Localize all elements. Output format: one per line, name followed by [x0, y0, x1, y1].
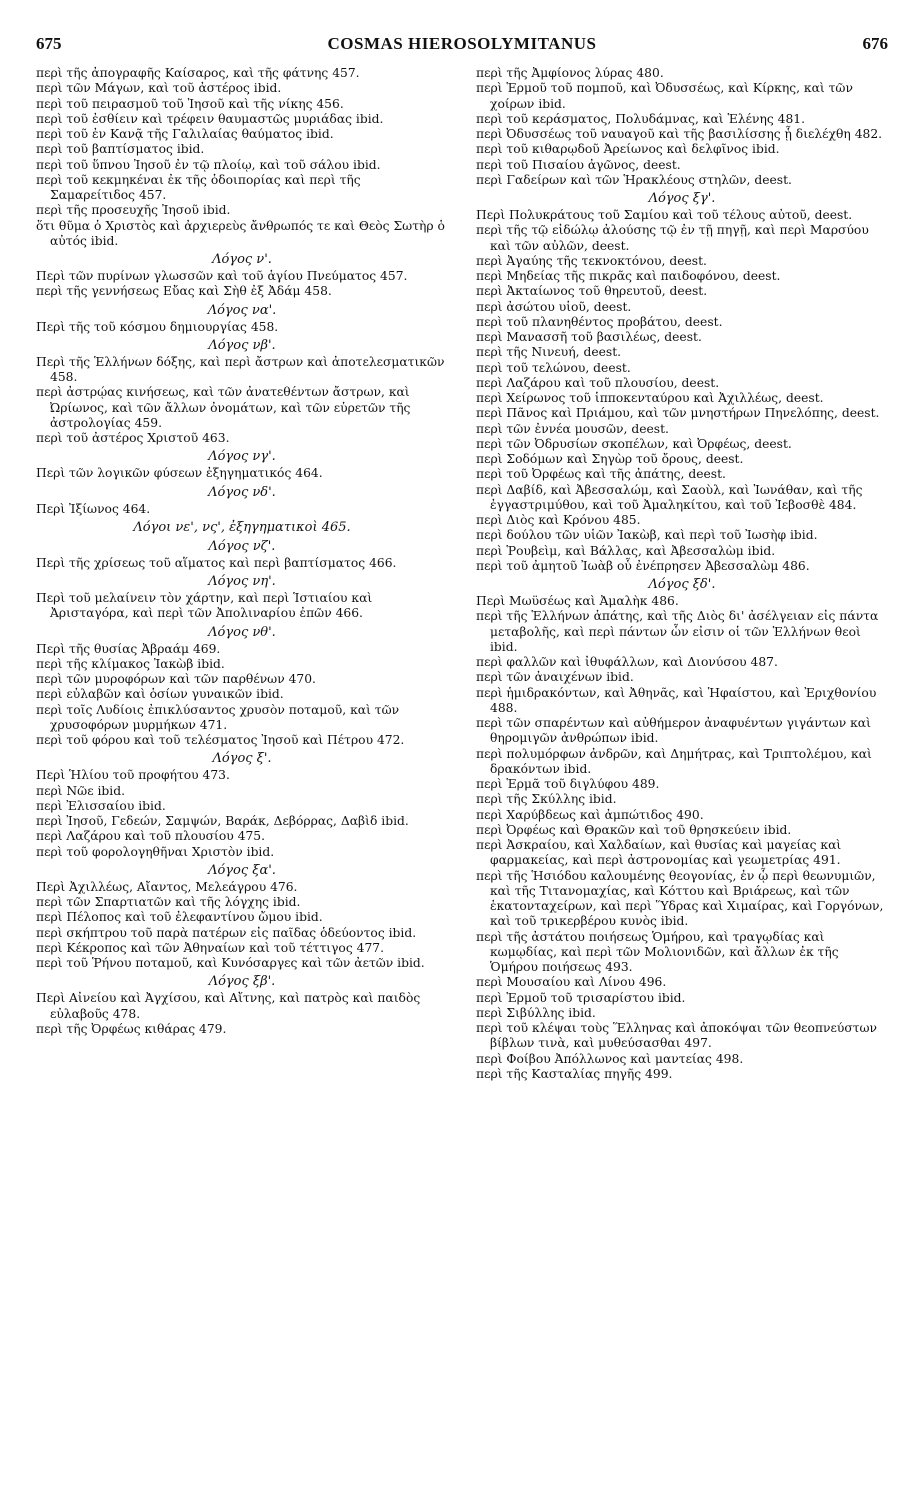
index-entry: περὶ Λαζάρου καὶ τοῦ πλουσίου, deest. [476, 375, 720, 390]
index-entry: περὶ τοῖς Λυδίοις ἐπικλύσαντος χρυσὸν ποταμοῦ, καὶ τῶν χρυσοφόρων μυρμήκων 471. [36, 702, 400, 732]
section-heading: Λόγος νδ'. [208, 484, 276, 500]
index-entry: περὶ τῶν μυροφόρων καὶ τῶν παρθένων 470. [36, 672, 316, 686]
index-entry: Περὶ τῶν πυρίνων γλωσσῶν καὶ τοῦ ἁγίου Πνεύματος 457. [36, 269, 408, 283]
section-heading: Λόγος ξ'. [212, 751, 272, 767]
index-entry: Περὶ τῆς Ἑλλήνων δόξης, καὶ περὶ ἄστρων καὶ ἀποτελεσματικῶν 458. [36, 354, 445, 384]
index-entry: περὶ τοῦ Ῥήνου ποταμοῦ, καὶ Κυνόσαργες καὶ τῶν ἀετῶν ibid. [36, 956, 425, 970]
index-entry: περὶ τοῦ πειρασμοῦ τοῦ Ἰησοῦ καὶ τῆς νίκης 456. [36, 96, 344, 111]
index-entry: Περὶ Πολυκράτους τοῦ Σαμίου καὶ τοῦ τέλους αὐτοῦ, deest. [476, 208, 853, 222]
right-page-number: 676 [862, 34, 888, 53]
index-entry: περὶ τῆς γεννήσεως Εὔας καὶ Σὴθ ἐξ Ἀδάμ 458. [36, 284, 332, 299]
index-entry: Περὶ τῆς θυσίας Ἀβραάμ 469. [36, 641, 221, 656]
running-title: COSMAS HIEROSOLYMITANUS [327, 34, 597, 53]
index-entry: περὶ Ὀδυσσέως τοῦ ναυαγοῦ καὶ τῆς βασιλίσσης ᾗ διελέχθη 482. [476, 127, 883, 141]
index-entry: περὶ Κέκροπος καὶ τῶν Ἀθηναίων καὶ τοῦ τέττιγος 477. [36, 940, 385, 955]
index-entry: περὶ ἡμιδρακόντων, καὶ Ἀθηνᾶς, καὶ Ἡφαίστου, καὶ Ἐριχθονίου 488. [476, 685, 877, 715]
two-column-body [36, 66, 888, 1082]
index-entry: περὶ τοῦ ἀμητοῦ Ἰωὰβ οὗ ἐνέπρησεν Ἀβεσσαλὼμ 486. [476, 558, 810, 573]
section-heading: Λόγος ξβ'. [208, 974, 276, 990]
index-entry: περὶ τοῦ κιθαρῳδοῦ Ἀρείωνος καὶ δελφῖνος ibid. [476, 142, 780, 157]
index-entry: περὶ τῆς Ἑλλήνων ἀπάτης, καὶ τῆς Διὸς δι' ἀσέλγειαν εἰς πάντα μεταβολῆς, καὶ περὶ πάντων ὧν εἰσιν οἱ τῶν Ἑλλήνων θεοὶ ibid. [476, 609, 879, 654]
index-entry: περὶ τῆς κλίμακος Ἰακὼβ ibid. [36, 656, 225, 671]
index-entry: περὶ τοῦ τελώνου, deest. [476, 360, 631, 375]
index-entry: περὶ Γαδείρων καὶ τῶν Ἡρακλέους στηλῶν, deest. [476, 172, 792, 187]
index-entry: περὶ φαλλῶν καὶ ἰθυφάλλων, καὶ Διονύσου 487. [476, 655, 778, 669]
index-entry: Περὶ Ἰξίωνος 464. [36, 501, 151, 516]
index-entry: περὶ Ἀσκραίου, καὶ Χαλδαίων, καὶ θυσίας καὶ μαγείας καὶ φαρμακείας, καὶ περὶ ἀστρονομίας καὶ γεωμετρίας 491. [476, 838, 842, 868]
index-entry: περὶ ἀστρῴας κινήσεως, καὶ τῶν ἀνατεθέντων ἄστρων, καὶ Ὠρίωνος, καὶ τῶν ἄλλων ὀνομάτων, καὶ τῶν εὑρετῶν τῆς ἀστρολογίας 459. [36, 385, 411, 430]
index-entry: περὶ ἀσώτου υἱοῦ, deest. [476, 299, 632, 314]
index-entry: περὶ τοῦ πλανηθέντος προβάτου, deest. [476, 314, 723, 329]
index-entry: περὶ Ὀρφέως καὶ Θρακῶν καὶ τοῦ θρησκεύειν ibid. [476, 822, 792, 837]
index-entry: περὶ τῆς Νινευή, deest. [476, 345, 622, 360]
section-heading: Λόγος νη'. [208, 574, 276, 589]
index-entry: Περὶ τοῦ μελαίνειν τὸν χάρτην, καὶ περὶ Ἱστιαίου καὶ Ἀρισταγόρα, καὶ περὶ τῶν Ἀπολιναρίου ἐπῶν 466. [36, 591, 373, 621]
index-entry: περὶ σκήπτρου τοῦ παρὰ πατέρων εἰς παῖδας ὁδεύοντος ibid. [36, 925, 417, 940]
index-entry: περὶ τῆς Ὀρφέως κιθάρας 479. [36, 1021, 227, 1036]
index-entry: Περὶ τῆς τοῦ κόσμου δημιουργίας 458. [36, 319, 279, 334]
index-entry: περὶ Ῥουβεὶμ, καὶ Βάλλας, καὶ Ἀβεσσαλὼμ ibid. [476, 543, 776, 558]
index-entry: περὶ τῆς προσευχῆς Ἰησοῦ ibid. [36, 203, 231, 218]
index-entry: περὶ τοῦ βαπτίσματος ibid. [36, 142, 205, 157]
index-entry: περὶ τοῦ Ὀρφέως καὶ τῆς ἀπάτης, deest. [476, 467, 726, 482]
index-entry: περὶ τοῦ κεράσματος, Πολυδάμνας, καὶ Ἑλένης 481. [476, 111, 806, 126]
index-entry: περὶ Ἰησοῦ, Γεδεών, Σαμψών, Βαράκ, Δεβόρρας, Δαβὶδ ibid. [36, 814, 409, 828]
section-heading: Λόγοι νε', νς', ἐξηγηματικοὶ 465. [133, 519, 351, 535]
index-entry: περὶ Ἑρμοῦ τοῦ τρισαρίστου ibid. [476, 990, 686, 1005]
index-entry: Περὶ Μωϋσέως καὶ Ἀμαλὴκ 486. [476, 594, 679, 608]
index-entry: περὶ Πᾶνος καὶ Πριάμου, καὶ τῶν μνηστήρων Πηνελόπης, deest. [476, 406, 880, 421]
index-entry: περὶ τοῦ ἐσθίειν καὶ τρέφειν θαυμαστῶς μυριάδας ibid. [36, 111, 384, 126]
index-entry: περὶ τῶν ἐννέα μουσῶν, deest. [476, 421, 669, 436]
index-entry: περὶ τοῦ ἐν Κανᾷ τῆς Γαλιλαίας θαύματος ibid. [36, 127, 334, 141]
index-entry: περὶ Ἑρμᾶ τοῦ διγλύφου 489. [476, 777, 660, 791]
index-entry: περὶ Ἐλισσαίου ibid. [36, 798, 166, 813]
section-heading: Λόγος νβ'. [208, 337, 276, 353]
index-entry: Περὶ τῆς χρίσεως τοῦ αἵματος καὶ περὶ βαπτίσματος 466. [36, 555, 397, 570]
index-entry: περὶ Σιβύλλης ibid. [476, 1005, 596, 1020]
index-entry: περὶ Ἀκταίωνος τοῦ θηρευτοῦ, deest. [476, 284, 708, 299]
index-entry: περὶ Μηδείας τῆς πικρᾶς καὶ παιδοφόνου, deest. [476, 269, 781, 283]
index-entry: περὶ Νῶε ibid. [36, 783, 125, 798]
index-entry: περὶ τῶν σπαρέντων καὶ αὐθήμερον ἀναφυέντων γιγάντων καὶ θηρομιγῶν ἀνθρώπων ibid. [476, 716, 871, 746]
index-entry: περὶ τῆς Ἡσιόδου καλουμένης θεογονίας, ἐν ᾧ περὶ θεωνυμιῶν, καὶ τῆς Τιτανομαχίας, καὶ Κόττου καὶ Βριάρεως, καὶ τῶν ἑκατονταχείρων, καὶ περὶ Ὕδρας καὶ Χιμαίρας, καὶ Γοργόνων, καὶ τοῦ τρικερβέρου κυνὸς ibid. [476, 868, 884, 929]
section-heading: Λόγος ξγ'. [648, 191, 716, 206]
section-heading: Λόγος ξδ'. [648, 577, 716, 592]
index-entry: περὶ τοῦ κεκμηκέναι ἐκ τῆς ὁδοιπορίας καὶ περὶ τῆς Σαμαρείτιδος 457. [36, 172, 361, 202]
index-entry: περὶ Σοδόμων καὶ Σηγὼρ τοῦ ὄρους, deest. [476, 452, 744, 466]
section-heading: Λόγος να'. [207, 302, 277, 318]
section-heading: Λόγος ξα'. [208, 862, 276, 878]
index-entry: περὶ τοῦ φόρου καὶ τοῦ τελέσματος Ἰησοῦ καὶ Πέτρου 472. [36, 733, 405, 747]
index-entry: περὶ τῆς ἀστάτου ποιήσεως Ὁμήρου, καὶ τραγῳδίας καὶ κωμῳδίας, καὶ περὶ τῶν Μολιονιδῶν, καὶ ἄλλων ἐκ τῆς Ὁμήρου ποιήσεως 493. [476, 929, 839, 974]
section-heading: Λόγος νζ'. [208, 538, 276, 554]
section-heading: Λόγος νγ'. [208, 449, 276, 465]
index-entry: περὶ τῶν Ὀδρυσίων σκοπέλων, καὶ Ὀρφέως, deest. [476, 436, 792, 451]
running-header [36, 34, 888, 62]
index-entry: περὶ Διὸς καὶ Κρόνου 485. [476, 513, 641, 527]
index-entry: περὶ πολυμόρφων ἀνδρῶν, καὶ Δημήτρας, καὶ Τριπτολέμου, καὶ δρακόντων ibid. [476, 746, 872, 776]
index-entry: περὶ εὐλαβῶν καὶ ὁσίων γυναικῶν ibid. [36, 687, 284, 702]
index-entry: περὶ δούλου τῶν υἱῶν Ἰακὼβ, καὶ περὶ τοῦ Ἰωσὴφ ibid. [476, 528, 818, 543]
index-entry: περὶ Ἀγαύης τῆς τεκνοκτόνου, deest. [476, 253, 707, 268]
index-entry: περὶ τοῦ φορολογηθῆναι Χριστὸν ibid. [36, 844, 275, 859]
index-entry: περὶ τοῦ ἀστέρος Χριστοῦ 463. [36, 431, 230, 445]
index-entry: περὶ τῆς Σκύλλης ibid. [476, 792, 617, 807]
index-entry: περὶ Πέλοπος καὶ τοῦ ἐλεφαντίνου ὤμου ibid. [36, 910, 323, 925]
index-entry: περὶ τοῦ Πισαίου ἀγῶνος, deest. [476, 157, 681, 172]
section-heading: Λόγος νθ'. [208, 624, 276, 640]
right-column [476, 66, 888, 1082]
index-entry: περὶ τῶν Σπαρτιατῶν καὶ τῆς λόγχης ibid. [36, 895, 301, 909]
section-heading: Λόγος ν'. [212, 252, 272, 267]
index-entry: περὶ τῆς τῷ εἰδώλῳ ἀλούσης τῷ ἐν τῇ πηγῇ, καὶ περὶ Μαρσύου καὶ τῶν αὐλῶν, deest. [476, 223, 869, 253]
index-entry: Περὶ Ἡλίου τοῦ προφήτου 473. [36, 768, 230, 783]
index-entry: Περὶ Αἰνείου καὶ Ἀγχίσου, καὶ Αἴτνης, καὶ πατρὸς καὶ παιδὸς εὐλαβοῦς 478. [36, 991, 421, 1021]
index-entry: περὶ Δαβίδ, καὶ Ἀβεσσαλώμ, καὶ Σαοὺλ, καὶ Ἰωνάθαν, καὶ τῆς ἐγγαστριμύθου, καὶ τοῦ Ἀμαληκίτου, καὶ τοῦ Ἰεβοσθὲ 484. [476, 482, 863, 512]
index-entry: περὶ Λαζάρου καὶ τοῦ πλουσίου 475. [36, 829, 266, 844]
index-entry: ὅτι θῦμα ὁ Χριστὸς καὶ ἀρχιερεὺς ἄνθρωπός τε καὶ Θεὸς Σωτὴρ ὁ αὐτός ibid. [36, 218, 445, 248]
index-entry: περὶ Ἑρμοῦ τοῦ πομποῦ, καὶ Ὀδυσσέως, καὶ Κίρκης, καὶ τῶν χοίρων ibid. [476, 81, 853, 111]
index-entry: περὶ Μανασσῆ τοῦ βασιλέως, deest. [476, 330, 702, 344]
index-entry: περὶ Φοίβου Ἀπόλλωνος καὶ μαντείας 498. [476, 1051, 744, 1066]
index-entry: περὶ τῆς Ἀμφίονος λύρας 480. [476, 66, 664, 80]
index-entry: περὶ τῆς ἀπογραφῆς Καίσαρος, καὶ τῆς φάτνης 457. [36, 66, 360, 80]
left-page-number: 675 [36, 34, 62, 53]
index-entry: Περὶ τῶν λογικῶν φύσεων ἐξηγηματικός 464. [36, 466, 323, 481]
index-entry: περὶ Μουσαίου καὶ Λίνου 496. [476, 975, 667, 990]
index-entry: Περὶ Ἀχιλλέως, Αἴαντος, Μελεάγρου 476. [36, 879, 298, 894]
index-entry: περὶ τῶν ἀναιχένων ibid. [476, 670, 634, 685]
index-entry: περὶ τοῦ ὕπνου Ἰησοῦ ἐν τῷ πλοίῳ, καὶ τοῦ σάλου ibid. [36, 157, 381, 172]
index-entry: περὶ τοῦ κλέψαι τοὺς Ἕλληνας καὶ ἀποκόψαι τῶν θεοπνεύστων βίβλων τινὰ, καὶ μυθεύσασθαι 497. [476, 1021, 878, 1051]
index-entry: περὶ Χείρωνος τοῦ ἱπποκενταύρου καὶ Ἀχιλλέως, deest. [476, 391, 824, 405]
index-entry: περὶ τῶν Μάγων, καὶ τοῦ ἀστέρος ibid. [36, 81, 282, 96]
index-entry: περὶ τῆς Κασταλίας πηγῆς 499. [476, 1066, 673, 1081]
index-entry: περὶ Χαρύβδεως καὶ ἀμπώτιδος 490. [476, 807, 704, 822]
left-column [36, 66, 448, 1082]
